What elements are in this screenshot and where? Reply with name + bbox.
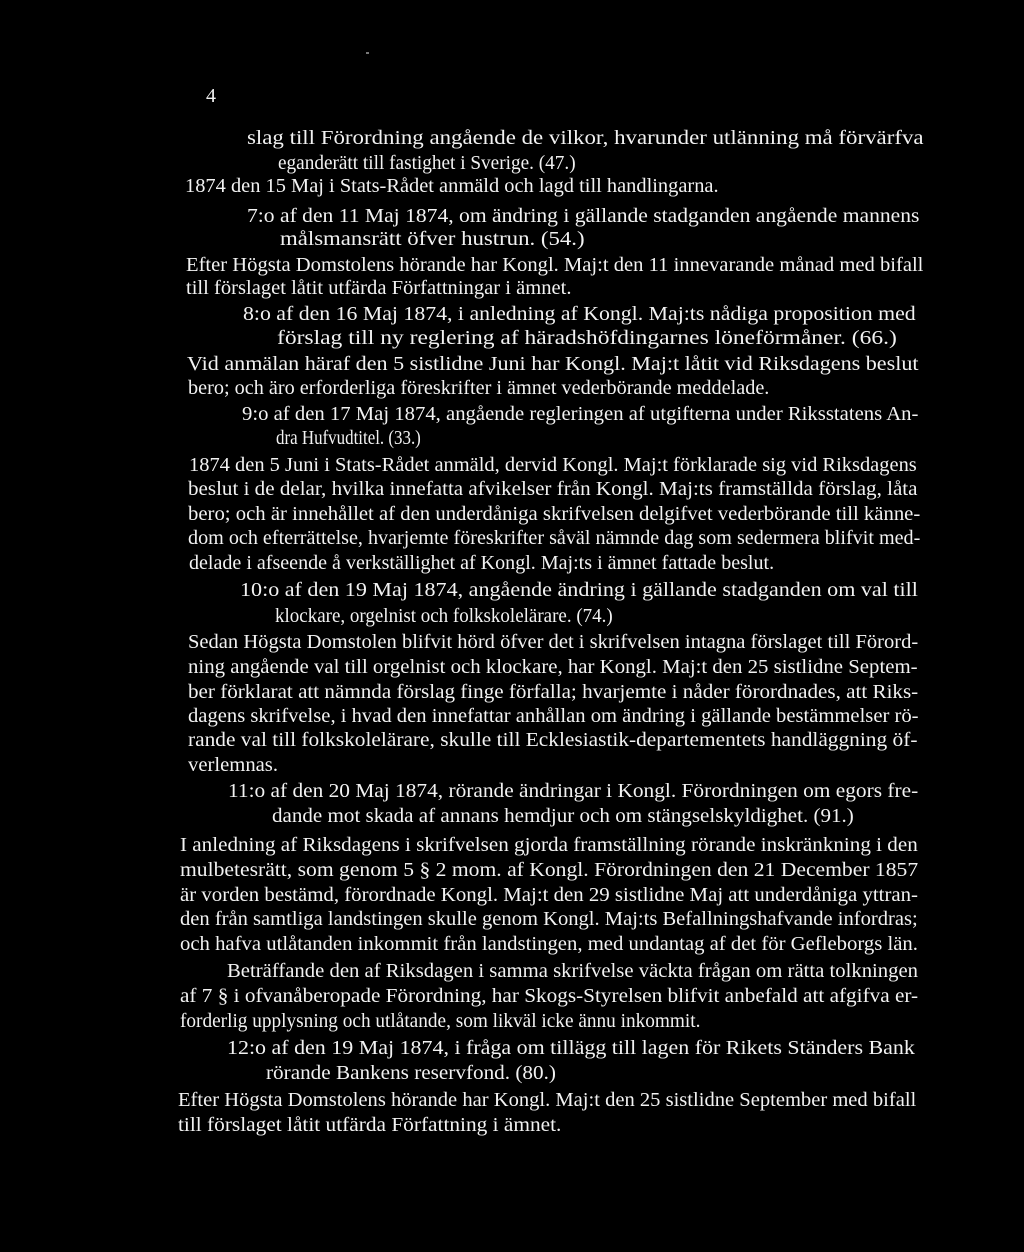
text-line: den från samtliga landstingen skulle genom Kongl. Maj:ts Befallningshafvande infordras; [180, 909, 918, 930]
text-line: beslut i de delar, hvilka innefatta afvikelser från Kongl. Maj:ts framställda förslag, låta [188, 479, 918, 500]
text-line: af 7 § i ofvanåberopade Förordning, har Skogs-Styrelsen blifvit anbefald att afgifva er- [180, 986, 919, 1007]
text-line: delade i afseende å verkställighet af Kongl. Maj:ts i ämnet fattade beslut. [189, 553, 775, 574]
text-line: målsmansrätt öfver hustrun. (54.) [280, 229, 585, 250]
text-line: Vid anmälan häraf den 5 sistlidne Juni har Kongl. Maj:t låtit vid Riksdagens beslut [187, 354, 919, 375]
text-line: ber förklarat att nämnda förslag finge förfalla; hvarjemte i nåder förordnades, att Riks- [188, 682, 919, 703]
text-line: 1874 den 15 Maj i Stats-Rådet anmäld och lagd till handlingarna. [185, 176, 719, 197]
text-line: 11:o af den 20 Maj 1874, rörande ändringar i Kongl. Förordningen om egors fre- [228, 781, 919, 802]
text-line: till förslaget låtit utfärda Författningar i ämnet. [186, 278, 572, 299]
text-line: och hafva utlåtanden inkommit från landstingen, med undantag af det för Gefleborgs län. [180, 934, 918, 955]
text-line: slag till Förordning angående de vilkor, hvarunder utlänning må förvärfva [247, 128, 924, 149]
text-line: Beträffande den af Riksdagen i samma skrifvelse väckta frågan om rätta tolkningen [227, 961, 919, 982]
text-line: dra Hufvudtitel. (33.) [276, 428, 421, 449]
text-line: rörande Bankens reservfond. (80.) [266, 1063, 556, 1084]
text-line: dom och efterrättelse, hvarjemte föreskrifter såväl nämnde dag som sedermera blifvit med- [188, 528, 921, 549]
text-line: dande mot skada af annans hemdjur och om stängselskyldighet. (91.) [272, 806, 854, 827]
text-line: mulbetesrätt, som genom 5 § 2 mom. af Kongl. Förordningen den 21 December 1857 [180, 860, 919, 881]
text-line: förslag till ny reglering af häradshöfdingarnes löneförmåner. (66.) [277, 328, 897, 349]
text-line: I anledning af Riksdagens i skrifvelsen gjorda framställning rörande inskränkning i den [180, 835, 918, 856]
text-line: eganderätt till fastighet i Sverige. (47.) [278, 153, 576, 174]
text-line: Efter Högsta Domstolens hörande har Kongl. Maj:t den 11 innevarande månad med bifall [186, 255, 924, 276]
text-line: rande val till folkskolelärare, skulle till Ecklesiastik-departementets handläggning öf- [188, 730, 918, 751]
text-line: dagens skrifvelse, i hvad den innefattar anhållan om ändring i gällande bestämmelser rö- [188, 706, 919, 727]
text-line: till förslaget låtit utfärda Författning i ämnet. [178, 1115, 562, 1136]
text-line: 1874 den 5 Juni i Stats-Rådet anmäld, dervid Kongl. Maj:t förklarade sig vid Riksdagens [189, 455, 917, 476]
scan-speck [366, 52, 369, 54]
text-line: 12:o af den 19 Maj 1874, i fråga om tillägg till lagen för Rikets Ständers Bank [227, 1038, 915, 1059]
text-line: 10:o af den 19 Maj 1874, angående ändring i gällande stadganden om val till [240, 580, 918, 601]
text-line: bero; och äro erforderliga föreskrifter i ämnet vederbörande meddelade. [188, 378, 770, 399]
text-line: verlemnas. [188, 755, 279, 776]
text-line: forderlig upplysning och utlåtande, som likväl icke ännu inkommit. [180, 1011, 701, 1032]
text-line: 8:o af den 16 Maj 1874, i anledning af Kongl. Maj:ts nådiga proposition med [243, 304, 916, 325]
text-line: 7:o af den 11 Maj 1874, om ändring i gällande stadganden angående mannens [247, 206, 920, 227]
text-line: är vorden bestämd, förordnade Kongl. Maj:t den 29 sistlidne Maj att underdåniga yttran- [180, 885, 918, 906]
text-line: ning angående val till orgelnist och klockare, har Kongl. Maj:t den 25 sistlidne Septem- [188, 657, 918, 678]
text-line: Efter Högsta Domstolens hörande har Kongl. Maj:t den 25 sistlidne September med bifall [178, 1090, 917, 1111]
text-line: klockare, orgelnist och folkskolelärare. (74.) [275, 606, 613, 627]
text-line: bero; och är innehållet af den underdåniga skrifvelsen delgifvet vederbörande till känne- [188, 504, 921, 525]
text-line: Sedan Högsta Domstolen blifvit hörd öfver det i skrifvelsen intagna förslaget till Förord- [188, 632, 919, 653]
text-line: 9:o af den 17 Maj 1874, angående regleringen af utgifterna under Riksstatens An- [242, 404, 919, 425]
page-number: 4 [206, 85, 216, 107]
